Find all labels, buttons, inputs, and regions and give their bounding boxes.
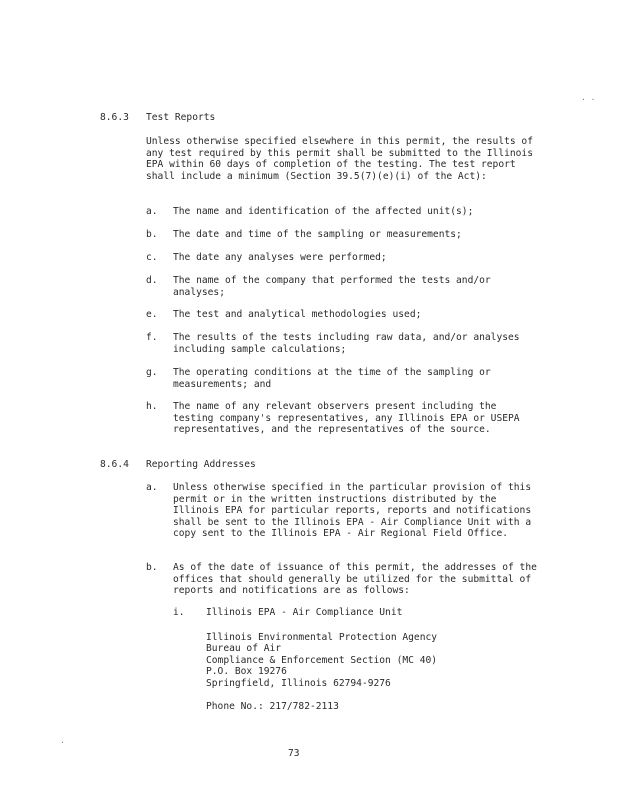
list-item-text: The date and time of the sampling or measurements; [173, 229, 462, 240]
phone-number: Phone No.: 217/782-2113 [206, 701, 339, 712]
list-item-text: The date any analyses were performed; [173, 252, 387, 263]
list-item-label: e. [146, 309, 158, 320]
list-item-label: a. [146, 482, 158, 493]
address-line: Bureau of Air [206, 643, 282, 654]
scan-speck: . [60, 736, 65, 745]
address-line: Compliance & Enforcement Section (MC 40) [206, 655, 438, 666]
section-intro-paragraph: Unless otherwise specified elsewhere in this permit, the results of any test required by this permit shall be submitted to the Illinois EPA within 60 days of completion of the testing. The test report shall include a minimum (Section 39.5(7)(e)(i) of the Act): [146, 136, 533, 182]
scan-speck: . . [581, 93, 596, 102]
list-item-text: The results of the tests including raw data, and/or analyses including sample calculations; [173, 332, 520, 355]
sub-list-item-title: Illinois EPA - Air Compliance Unit [206, 607, 403, 618]
list-item-text: As of the date of issuance of this permit, the addresses of the offices that should generally be utilized for the submittal of reports and notifications are as follows: [173, 562, 537, 597]
list-item-label: b. [146, 229, 158, 240]
address-line: P.O. Box 19276 [206, 666, 287, 677]
list-item-text: Unless otherwise specified in the particular provision of this permit or in the written instructions distributed by the Illinois EPA for particular reports, reports and notifications shall be sent to the Illinois EPA - Air Compliance Unit with a copy sent to the Illinois EPA - Air Regional Field Office. [173, 482, 532, 540]
list-item-text: The test and analytical methodologies used; [173, 309, 422, 320]
list-item-label: h. [146, 401, 158, 412]
list-item-text: The name of any relevant observers present including the testing company's representatives, any Illinois EPA or USEPA representatives, and the representatives of the source. [173, 401, 520, 436]
list-item-label: d. [146, 275, 158, 286]
list-item-label: a. [146, 206, 158, 217]
section-title: Test Reports [146, 112, 216, 123]
list-item-label: c. [146, 252, 158, 263]
list-item-text: The operating conditions at the time of the sampling or measurements; and [173, 367, 491, 390]
page-number: 73 [288, 748, 300, 759]
address-line: Springfield, Illinois 62794-9276 [206, 678, 391, 689]
list-item-text: The name and identification of the affected unit(s); [173, 206, 474, 217]
list-item-text: The name of the company that performed the tests and/or analyses; [173, 275, 491, 298]
section-number: 8.6.4 [100, 459, 129, 470]
list-item-label: g. [146, 367, 158, 378]
address-line: Illinois Environmental Protection Agency [206, 632, 438, 643]
list-item-label: f. [146, 332, 158, 343]
list-item-label: b. [146, 562, 158, 573]
sub-list-item-label: i. [173, 607, 185, 618]
section-number: 8.6.3 [100, 112, 129, 123]
section-title: Reporting Addresses [146, 459, 256, 470]
